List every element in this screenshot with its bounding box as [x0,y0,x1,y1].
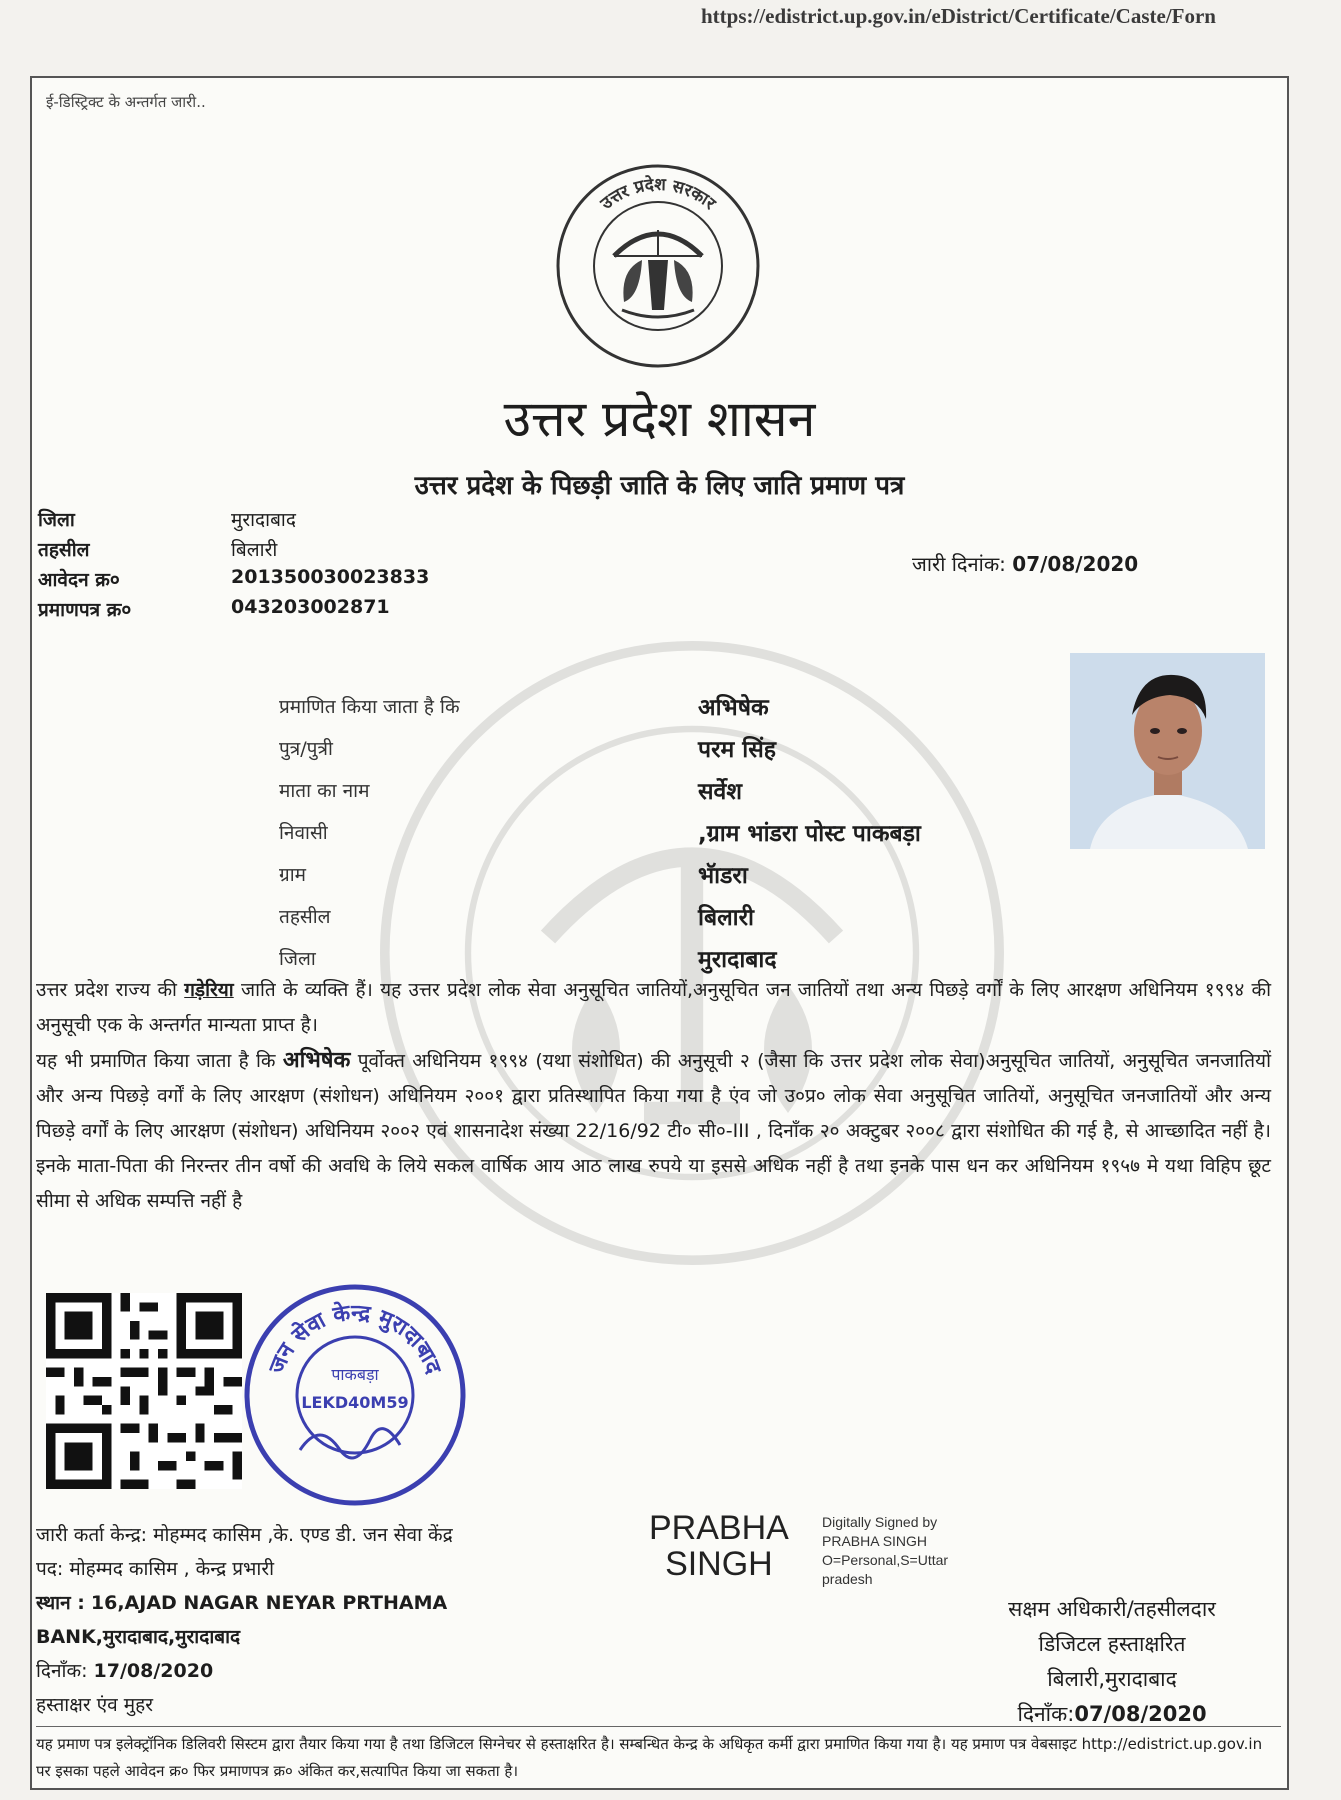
body-p1-start: उत्तर प्रदेश राज्य की [36,979,185,1001]
officer-line3: बिलारी,मुरादाबाद [1047,1667,1177,1691]
meta-certificate-row [38,596,429,626]
digital-signature-note: Digitally Signed by PRABHA SINGH O=Personal,S=Uttar pradesh [822,1514,949,1587]
officer-line1: सक्षम अधिकारी/तहसीलदार [1008,1597,1216,1621]
details-certified-label: प्रमाणित किया जाता है कि [279,696,460,718]
details-tehsil-value: बिलारी [698,905,755,931]
meta-district-row [38,506,429,536]
officer-block [962,1592,1262,1732]
meta-district-label: जिला [38,509,75,531]
details-tehsil-row [279,895,921,937]
issuer-date-value: 17/08/2020 [93,1660,214,1682]
certificate-title: उत्तर प्रदेश शासन [503,390,816,448]
body-paragraph-1 [36,973,1271,1043]
issue-date-label: जारी दिनांक: [912,552,1006,576]
meta-tehsil-row [38,536,429,566]
body-p2-end: पूर्वोक्त अधिनियम १९९४ (यथा संशोधित) की अनुसूची २ (जैसा कि उत्तर प्रदेश लोक सेवा)अनुसूचित जातियों, अनुसूचित जनजातियों और अन्य पिछड़े वर्गों के लिए आरक्षण (संशोधन) अधिनियम २००१ द्वारा प्रतिस्थापित किया गया है एंव जो उ०प्र० लोक सेवा अनुसूचित जातियों, अनुसूचित जनजातियों और अन्य पिछड़े वर्गों के लिए आरक्षण (संशोधन) अधिनियम २००२ एवं शासनादेश संख्या 22/16/92 टी० सी०-III , दिनाँक २० अक्टुबर २००८ द्वारा संशोधित की गई है, से आच्छादित नहीं है।इनके माता-पिता की निरन्तर तीन वर्षो की अवधि के लिये सकल वार्षिक आय आठ लाख रुपये या इससे अधिक नहीं है तथा इनके पास धन कर अधिनियम १९५७ मे यथा विहिप छूट सीमा से अधिक सम्पत्ति नहीं है [36,1050,1271,1212]
issuer-date-label: दिनाँक: [36,1660,88,1682]
meta-tehsil-label: तहसील [38,539,90,561]
meta-district-value: मुरादाबाद [231,509,296,531]
details-certified-value: अभिषेक [698,695,769,721]
issuer-sign-label: हस्ताक्षर एंव मुहर [36,1694,153,1716]
meta-certificate-label: प्रमाणपत्र क्र० [38,599,132,621]
svg-text:उत्तर प्रदेश सरकार: उत्तर प्रदेश सरकार [596,174,720,214]
details-village-value: भॅाडरा [698,863,748,889]
issuer-post-label: पद: [36,1558,64,1580]
details-child-of-value: परम सिंह [698,737,776,763]
details-child-of-row [279,727,921,769]
issuer-post-row [36,1552,626,1586]
details-block [279,685,921,979]
issuer-center-label: जारी कर्ता केन्द्र: [36,1524,148,1546]
meta-certificate-value: 043203002871 [231,596,390,618]
svg-text:जन सेवा केन्द्र मुरादाबाद: जन सेवा केन्द्र मुरादाबाद [264,1300,446,1378]
digital-signer-name [649,1510,789,1582]
up-govt-emblem-icon [552,160,764,372]
meta-block [38,506,429,626]
issue-date [912,550,1138,577]
details-village-row [279,853,921,895]
applicant-photo [1070,653,1265,849]
meta-tehsil-value: बिलारी [231,539,278,561]
details-child-of-label: पुत्र/पुत्री [279,738,333,760]
details-resident-row [279,811,921,853]
jan-seva-kendra-stamp-icon [240,1280,470,1510]
details-resident-label: निवासी [279,822,328,844]
issuer-center-row [36,1518,626,1552]
details-village-label: ग्राम [279,864,306,886]
body-p1-end: जाति के व्यक्ति हैं। यह उत्तर प्रदेश लोक सेवा अनुसूचित जातियों,अनुसूचित जन जातियों तथा अन्य पिछड़े वर्गों के लिए आरक्षण अधिनियम १९९४ की अनुसूची एक के अन्तर्गत मान्यता प्राप्त है। [36,979,1271,1036]
body-p2-start: यह भी प्रमाणित किया जाता है कि [36,1050,283,1072]
body-paragraph-2 [36,1043,1271,1219]
details-certified-row [279,685,921,727]
certificate-page [30,76,1289,1790]
meta-application-row [38,566,429,596]
svg-text:LEKD40M59: LEKD40M59 [301,1393,409,1412]
issuer-date-row [36,1654,626,1688]
meta-application-value: 201350030023833 [231,566,430,588]
certificate-subtitle: उत्तर प्रदेश के पिछड़ी जाति के लिए जाति प्रमाण पत्र [414,471,905,501]
details-mother-value: सर्वेश [698,779,742,805]
issuer-place-row [36,1586,626,1654]
details-tehsil-label: तहसील [279,906,331,928]
issuer-place-label: स्थान : [36,1592,85,1614]
issuer-block [36,1518,626,1722]
certificate-body [36,973,1271,1219]
issuer-post-value: मोहम्मद कासिम , केन्द्र प्रभारी [69,1558,275,1580]
details-mother-row [279,769,921,811]
officer-line2: डिजिटल हस्ताक्षरित [1038,1632,1186,1656]
body-applicant-name: अभिषेक [282,1048,351,1073]
details-district-value: मुरादाबाद [698,947,777,973]
certificate-footer: यह प्रमाण पत्र इलेक्ट्रॉनिक डिलिवरी सिस्टम द्वारा तैयार किया गया है तथा डिजिटल सिग्नेचर से हस्ताक्षरित है। सम्बन्धित केन्द्र के अधिकृत कर्मी द्वारा प्रमाणित किया गया है। यह प्रमाण पत्र वेबसाइट http://edistrict.up.gov.in पर इसका पहले आवेदन क्र० फिर प्रमाणपत्र क्र० अंकित कर,सत्यापित किया जा सकता है। [36,1726,1281,1785]
details-mother-label: माता का नाम [279,780,370,802]
qr-code-icon [46,1293,242,1489]
browser-url: https://edistrict.up.gov.in/eDistrict/Certificate/Caste/Forn [701,4,1216,28]
officer-date-label: दिनाँक: [1017,1702,1075,1726]
details-district-label: जिला [279,948,316,970]
signer-name-line2: SINGH [665,1545,773,1583]
meta-application-label: आवेदन क्र० [38,569,120,591]
svg-text:पाकबड़ा: पाकबड़ा [331,1365,379,1384]
issue-date-value: 07/08/2020 [1012,552,1139,576]
details-resident-value: ,ग्राम भांडरा पोस्ट पाकबड़ा [698,821,921,847]
issuer-center-value: मोहम्मद कासिम ,के. एण्ड डी. जन सेवा केंद्र [153,1524,453,1546]
signer-name-line1: PRABHA [649,1509,789,1547]
issuer-place-value: 16,AJAD NAGAR NEYAR PRTHAMA BANK,मुरादाबाद,मुरादाबाद [36,1592,448,1648]
caste-name: गड़ेरिया [184,979,234,1001]
issued-under-note: ई-डिस्ट्रिक्ट के अन्तर्गत जारी.. [46,93,206,111]
officer-date-value: 07/08/2020 [1074,1702,1207,1726]
